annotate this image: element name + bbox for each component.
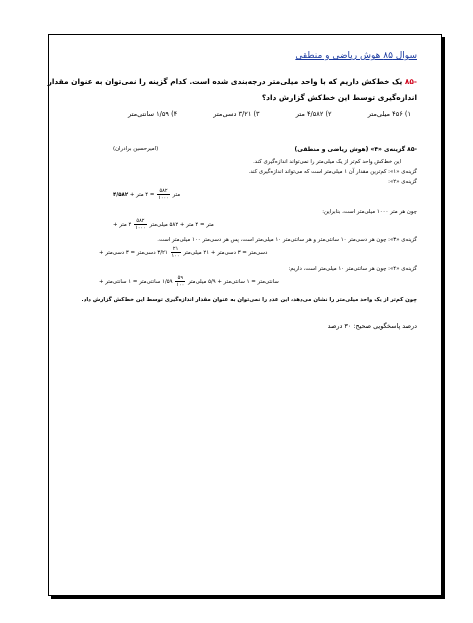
answer-p1: این خط‌کش واحد کم‌تر از یک میلی‌متر را نمی‌تواند اندازه‌گیری کند. [253,159,401,165]
equation-2: متر = ۴ متر + ۵۸۲ میلی‌متر $\frac{۵۸۲}{۱۰۰۰}$ ۴ متر + [113,218,214,231]
option-1: ۱) ۴۵۶ میلی‌متر [367,110,411,118]
answer-p5: گزینه‌ی «۳»: چون هر دسی‌متر ۱۰ سانتی‌متر و هر سانتی‌متر ۱۰ میلی‌متر است، پس هر دسی‌متر ۱۰۰ میلی‌متر است. [157,237,417,243]
option-2: ۲) ۴/۵۸۲ متر [295,110,332,118]
equation-3: دسی‌متر = ۳ دسی‌متر + ۲۱ میلی‌متر $\frac{۲۱}{۱۰۰}$ ۳/۲۱ دسی‌متر = ۳ دسی‌متر + [99,246,268,259]
answer-p3: گزینه‌ی «۲»: [388,179,417,185]
document-page [48,34,442,596]
answer-p4: چون هر متر ۱۰۰۰ میلی‌متر است، بنابراین: [322,209,417,215]
correct-answer-percentage: درصد پاسخگویی صحیح: ۳۰ درصد [327,322,417,330]
answer-p6: گزینه‌ی «۴»: چون هر سانتی‌متر ۱۰ میلی‌متر است، داریم: [288,266,417,272]
answer-header: -۸۵ گزینه‌ی «۴» (هوش ریاضی و منطقی) [294,146,417,153]
answer-p2: گزینه‌ی «۱»: کم‌ترین مقدار آن ۱ میلی‌متر است که می‌تواند اندازه‌گیری کند. [248,169,417,175]
answer-author: (امیرحسین برادران) [113,146,159,152]
question-text-1: یک خط‌کش داریم که با واحد میلی‌متر درجه‌بندی شده است. کدام گزینه را نمی‌توان به عنوان مقدار [47,77,403,86]
options-row [128,110,411,118]
equation-1: متر $\frac{۵۸۲}{۱۰۰۰}$ = ۴ متر + ۴/۵۸۲ [113,188,181,201]
question-number: -۸۵ [404,77,417,86]
option-3: ۳) ۳/۲۱ دسی‌متر [213,110,260,118]
equation-4: سانتی‌متر = ۱ سانتی‌متر + ۵/۹ میلی‌متر $\frac{۵۹}{۱۰۰}$ ۱/۵۹ سانتی‌متر = ۱ سانتی‌متر + [99,275,279,288]
question-line-2: اندازه‌گیری توسط این خط‌کش گزارش داد؟ [261,93,417,102]
answer-conclusion: چون کم‌تر از یک واحد میلی‌متر را نشان می‌دهد، این عدد را نمی‌توان به عنوان مقدار اندازه‌گیری توسط این خط‌کش گزارش داد. [81,297,417,303]
option-4: ۴) ۱/۵۹ سانتی‌متر [127,110,178,118]
question-line-1 [48,77,417,86]
page-title: سوال ۸۵ هوش ریاضی و منطقی [295,51,417,61]
